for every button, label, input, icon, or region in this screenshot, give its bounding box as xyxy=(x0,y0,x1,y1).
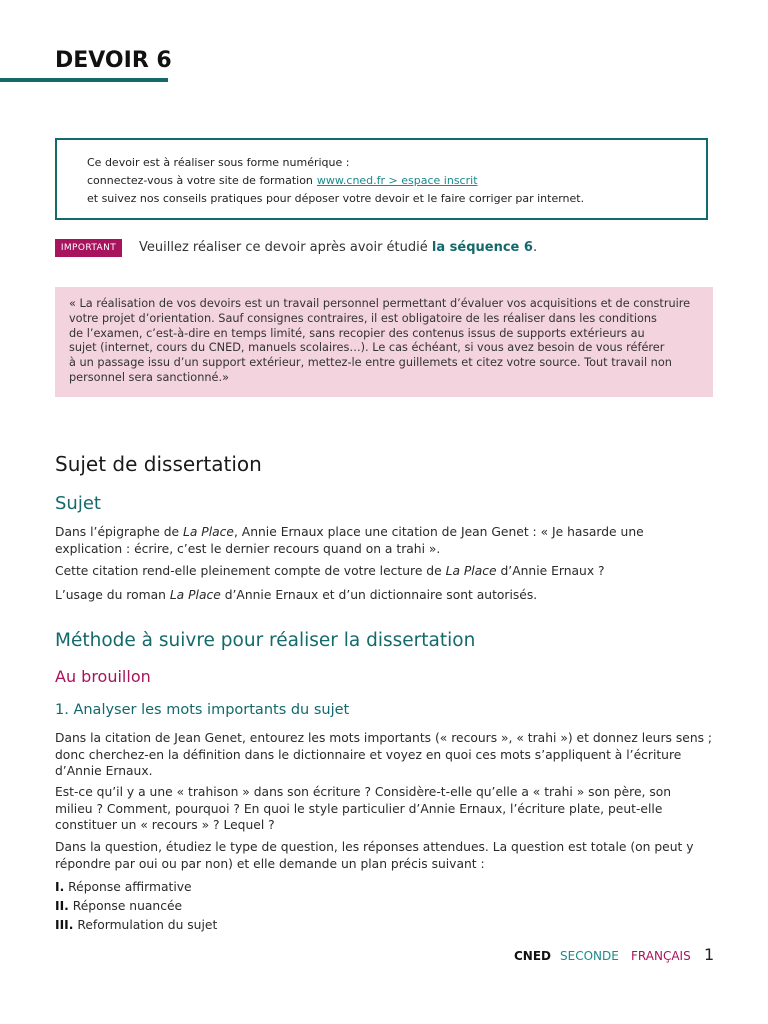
plan-item xyxy=(55,917,217,933)
plan-text: Reformulation du sujet xyxy=(77,918,218,932)
plan-text: Réponse affirmative xyxy=(68,880,192,894)
analyse-paragraph-2 xyxy=(55,784,725,834)
cned-site-link[interactable]: www.cned.fr > espace inscrit xyxy=(316,174,478,187)
sujet-p2-line xyxy=(55,563,725,580)
important-badge: IMPORTANT xyxy=(55,239,122,257)
plan-number: I. xyxy=(55,880,65,894)
footer-level: SECONDE xyxy=(560,949,619,963)
analyser-heading: 1. Analyser les mots importants du sujet xyxy=(55,702,350,718)
notice-line-1: Ce devoir est à réaliser sous forme numérique : xyxy=(87,156,350,169)
book-title: La Place xyxy=(445,564,497,578)
sujet-paragraph-1 xyxy=(55,524,725,557)
quote-line: à un passage issu d’un support extérieur, mettez-le entre guillemets et citez votre source. Tout travail non xyxy=(69,356,672,370)
book-title: La Place xyxy=(182,525,234,539)
honesty-charter-box xyxy=(55,287,713,397)
text-run: d’Annie Ernaux ? xyxy=(496,564,605,578)
quote-line: personnel sera sanctionné.» xyxy=(69,370,229,384)
quote-line: sujet (internet, cours du CNED, manuels scolaires…). Le cas échéant, si vous avez besoin de vous référer xyxy=(69,341,665,355)
methode-heading: Méthode à suivre pour réaliser la dissertation xyxy=(55,630,476,651)
footer-brand: CNED xyxy=(514,949,552,963)
sujet-paragraph-2 xyxy=(55,563,725,580)
page-title: DEVOIR 6 xyxy=(55,48,172,73)
sujet-paragraph-3 xyxy=(55,587,725,604)
paragraph-line: milieu ? Comment, pourquoi ? En quoi le style particulier d’Annie Ernaux, l’écriture plate, peut-elle xyxy=(55,801,663,816)
sequence-reference: la séquence 6 xyxy=(431,240,533,255)
notice-line-2-text: connectez-vous à votre site de formation xyxy=(87,174,313,187)
paragraph-line: Est-ce qu’il y a une « trahison » dans son écriture ? Considère-t-elle qu’elle a « trahi » son père, son xyxy=(55,785,672,799)
sujet-heading: Sujet xyxy=(55,493,101,514)
paragraph-line: Dans la question, étudiez le type de question, les réponses attendues. La question est totale (on peut y xyxy=(55,840,694,854)
plan-number: II. xyxy=(55,899,69,913)
quote-line: « La réalisation de vos devoirs est un travail personnel permettant d’évaluer vos acquisitions et de construire xyxy=(69,297,691,310)
quote-line: de l’examen, c’est-à-dire en temps limité, sans recopier des contenus issus de supports extérieurs au xyxy=(69,326,645,340)
page-number: 1 xyxy=(704,945,715,964)
sujet-p3-line xyxy=(55,587,725,604)
footer-subject: FRANÇAIS xyxy=(631,949,691,963)
paragraph-line: répondre par oui ou par non) et elle demande un plan précis suivant : xyxy=(55,856,485,871)
notice-line-3: et suivez nos conseils pratiques pour déposer votre devoir et le faire corriger par internet. xyxy=(87,192,585,205)
analyse-paragraph-1 xyxy=(55,730,725,780)
text-run: L’usage du roman xyxy=(55,588,170,602)
title-underline xyxy=(0,78,168,82)
text-run: d’Annie Ernaux et d’un dictionnaire sont autorisés. xyxy=(220,588,538,602)
paragraph-line: constituer un « recours » ? Lequel ? xyxy=(55,818,275,832)
important-text-prefix: Veuillez réaliser ce devoir après avoir étudié xyxy=(139,240,432,255)
plan-number: III. xyxy=(55,918,74,932)
paragraph-line: Dans la citation de Jean Genet, entourez les mots importants (« recours », « trahi ») et donnez leurs sens ; xyxy=(55,731,713,745)
paragraph-line: donc cherchez-en la définition dans le dictionnaire et voyez en quoi ces mots s’appliquent à l’écriture xyxy=(55,747,682,762)
plan-text: Réponse nuancée xyxy=(72,899,183,913)
text-run: , Annie Ernaux place une citation de Jean Genet : « Je hasarde une xyxy=(233,525,644,539)
plan-item xyxy=(55,879,192,895)
quote-line: votre projet d’orientation. Sauf consignes contraires, il est obligatoire de les réaliser dans les conditions xyxy=(69,311,657,325)
important-text-suffix: . xyxy=(532,240,538,255)
dissertation-heading: Sujet de dissertation xyxy=(55,452,262,476)
analyse-paragraph-3 xyxy=(55,839,725,872)
sujet-p1-line-1 xyxy=(55,524,725,541)
brouillon-heading: Au brouillon xyxy=(55,667,151,686)
notice-line-2 xyxy=(87,172,706,190)
important-instruction xyxy=(139,239,537,257)
submission-notice-box xyxy=(55,138,708,220)
book-title: La Place xyxy=(169,588,221,602)
text-run: Cette citation rend-elle pleinement compte de votre lecture de xyxy=(55,564,446,578)
sujet-p1-line-2: explication : écrire, c’est le dernier recours quand on a trahi ». xyxy=(55,541,441,556)
paragraph-line: d’Annie Ernaux. xyxy=(55,764,153,778)
plan-item xyxy=(55,898,182,914)
text-run: Dans l’épigraphe de xyxy=(55,525,183,539)
